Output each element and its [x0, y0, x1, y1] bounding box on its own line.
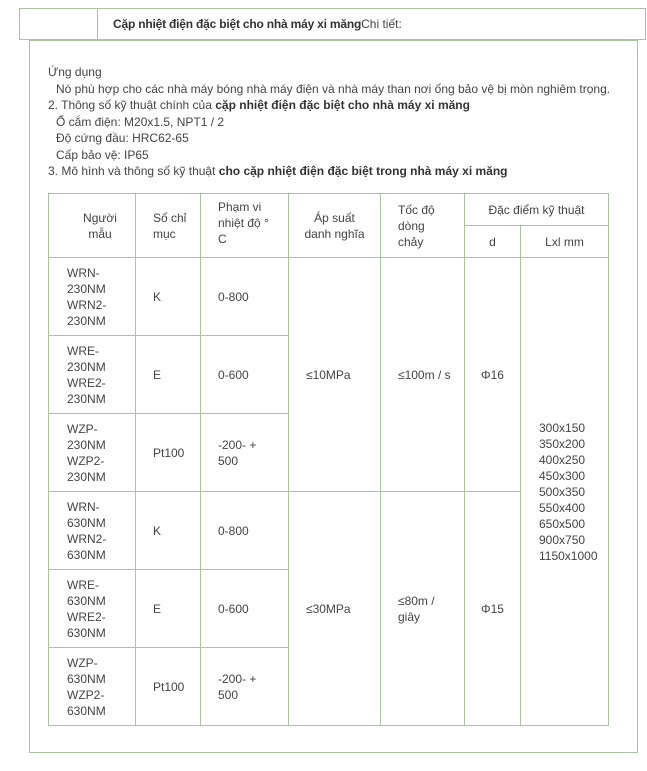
temp-line: 0-600 [218, 601, 249, 616]
model-line: WRE2- [67, 609, 106, 624]
spec-table [48, 193, 609, 726]
section-3-heading [48, 163, 610, 180]
detail-label: Chi tiết: [361, 17, 402, 31]
pressure-cell: ≤10MPa [289, 258, 381, 492]
model-cell [49, 414, 136, 492]
model-cell [49, 258, 136, 336]
section-2-prefix: 2. Thông số kỹ thuật chính của [48, 98, 216, 112]
product-description [48, 64, 610, 180]
model-line: WRN- [67, 265, 100, 280]
table-row [49, 258, 609, 336]
model-line: 230NM [67, 281, 106, 296]
model-line: 230NM [67, 437, 106, 452]
temp-range-cell [201, 648, 289, 726]
model-line: 630NM [67, 703, 106, 718]
lxl-cell [521, 258, 609, 726]
header-flow-speed-text: Tốc độ dòng chảy [398, 202, 435, 249]
header-index [136, 194, 201, 258]
flow-speed-cell [381, 492, 465, 726]
header-temp-range [201, 194, 289, 258]
temp-range-cell [201, 492, 289, 570]
model-line: WRE- [67, 577, 99, 592]
lxl-value: 300x150 [539, 420, 586, 435]
flow-speed-cell: ≤100m / s [381, 258, 465, 492]
model-line: WZP2- [67, 687, 105, 702]
index-cell: Pt100 [136, 648, 201, 726]
temp-range-cell [201, 336, 289, 414]
product-title: Cặp nhiệt điện đặc biệt cho nhà máy xi măng [113, 17, 362, 31]
temp-range-cell [201, 570, 289, 648]
lxl-value: 900x750 [539, 532, 586, 547]
model-line: WZP- [67, 655, 98, 670]
lxl-value: 1150x1000 [539, 548, 598, 563]
model-line: WZP2- [67, 453, 105, 468]
model-line: WZP- [67, 421, 98, 436]
lxl-value: 350x200 [539, 436, 586, 451]
product-header [19, 8, 646, 40]
header-d: d [465, 226, 521, 258]
lxl-value: 650x500 [539, 516, 586, 531]
index-cell: K [136, 258, 201, 336]
model-line: WRN- [67, 499, 100, 514]
header-tech-features: Đặc điểm kỹ thuật [465, 194, 609, 226]
model-line: 630NM [67, 671, 106, 686]
model-line: 630NM [67, 593, 106, 608]
header-left-cell [20, 9, 98, 39]
header-pressure [289, 194, 381, 258]
header-model-text: Người mẫu [83, 210, 117, 241]
index-cell: Pt100 [136, 414, 201, 492]
flow-speed-line: giây [398, 609, 421, 624]
model-cell [49, 648, 136, 726]
section-3-bold: cho cặp nhiệt điện đặc biệt trong nhà máy xi măng [218, 164, 508, 178]
model-cell [49, 336, 136, 414]
model-line: WRE2- [67, 375, 106, 390]
lxl-value: 450x300 [539, 468, 586, 483]
model-line: 230NM [67, 359, 106, 374]
model-cell [49, 570, 136, 648]
temp-range-cell [201, 258, 289, 336]
header-temp-range-text: Phạm vi nhiệt độ ° C [218, 199, 269, 246]
index-cell: K [136, 492, 201, 570]
model-line: WRN2- [67, 531, 107, 546]
temp-line: 500 [218, 687, 239, 702]
lxl-value: 550x400 [539, 500, 586, 515]
temp-line: 0-800 [218, 289, 249, 304]
flow-speed-line: ≤80m / [398, 593, 435, 608]
temp-line: -200- + [218, 671, 257, 686]
model-line: WRN2- [67, 297, 107, 312]
header-model [49, 194, 136, 258]
model-line: 630NM [67, 547, 106, 562]
temp-range-cell [201, 414, 289, 492]
section-3-prefix: 3. Mô hình và thông số kỹ thuật [48, 164, 219, 178]
model-line: 630NM [67, 515, 106, 530]
header-flow-speed [381, 194, 465, 258]
section-2-bold: cặp nhiệt điện đặc biệt cho nhà máy xi măng [215, 98, 470, 112]
temp-line: 0-600 [218, 367, 249, 382]
section-2-heading [48, 97, 610, 114]
table-header-row [49, 194, 609, 226]
model-line: 230NM [67, 391, 106, 406]
temp-line: 0-800 [218, 523, 249, 538]
temp-line: -200- + [218, 437, 257, 452]
pressure-cell: ≤30MPa [289, 492, 381, 726]
diameter-cell: Φ16 [465, 258, 521, 492]
application-text: Nó phù hợp cho các nhà máy bóng nhà máy điện và nhà máy than nơi ống bảo vệ bị mòn nghiêm trọng. [56, 81, 611, 96]
model-line: 630NM [67, 625, 106, 640]
header-index-text: Số chỉ mục [153, 210, 187, 241]
temp-line: 500 [218, 453, 239, 468]
model-line: 230NM [67, 469, 106, 484]
header-pressure-text: Áp suất danh nghĩa [304, 210, 365, 241]
model-cell [49, 492, 136, 570]
spec-socket: Ổ cắm điện: M20x1.5, NPT1 / 2 [56, 114, 225, 129]
application-heading: Ứng dụng [48, 65, 102, 79]
model-line: 230NM [67, 313, 106, 328]
lxl-value: 500x350 [539, 484, 586, 499]
model-line: WRE- [67, 343, 99, 358]
header-right-cell [98, 9, 645, 39]
header-lxl: Lxl mm [521, 226, 609, 258]
index-cell: E [136, 336, 201, 414]
spec-protection: Cấp bảo vệ: IP65 [56, 147, 149, 162]
spec-hardness: Độ cứng đầu: HRC62-65 [56, 131, 189, 145]
index-cell: E [136, 570, 201, 648]
lxl-value: 400x250 [539, 452, 586, 467]
diameter-cell: Φ15 [465, 492, 521, 726]
